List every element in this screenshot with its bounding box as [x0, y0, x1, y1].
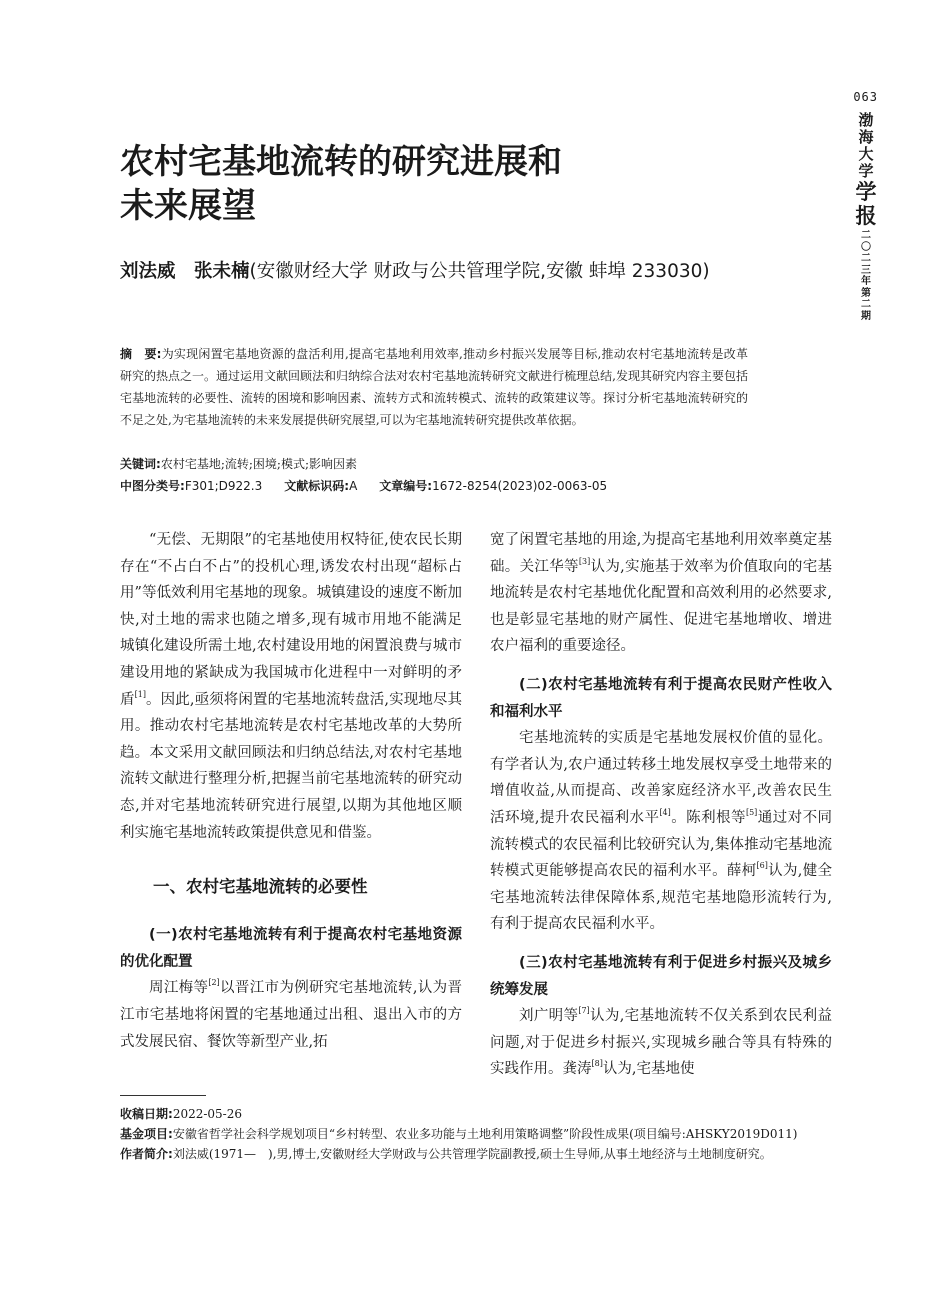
intro-text-1: “无偿、无期限”的宅基地使用权特征,使农民长期存在“不占白不占”的投机心理,诱发农村出现“超标占用”等低效利用宅基地的现象。城镇建设的速度不断加快,对土地的需求也随之增多,现有城市用地不能满足城镇化建设所需土地,农村建设用地的闲置浪费与城市建设用地的紧缺成为我国城市化进程中一对鲜明的矛盾	[120, 532, 462, 708]
fund-project	[120, 1124, 832, 1144]
abstract-label: 摘 要:	[120, 347, 162, 361]
received-date	[120, 1104, 832, 1124]
author-line	[120, 257, 770, 287]
paragraph-welfare	[490, 725, 832, 938]
doc-code-label: 文献标识码:	[284, 479, 350, 493]
p3-text-b: 。陈利根等	[670, 809, 746, 826]
paragraph-rural-revitalization	[490, 1003, 832, 1083]
p3-text-a: 宅基地流转的实质是宅基地发展权价值的显化。有学者认为,农户通过转移土地发展权享受土地带来的增值收益,从而提高、改善家庭经济水平,改善农民生活环境,提升农民福利水平	[490, 730, 832, 826]
body-column-left	[120, 527, 462, 1055]
keywords-text: 农村宅基地;流转;困境;模式;影响因素	[160, 457, 357, 471]
abstract-text: 为实现闲置宅基地资源的盘活利用,提高宅基地利用效率,推动乡村振兴发展等目标,推动农村宅基地流转是改革研究的热点之一。通过运用文献回顾法和归纳综合法对农村宅基地流转研究文献进行梳理总结,发现其研究内容主要包括宅基地流转的必要性、流转的困境和影响因素、流转方式和流转模式、流转的政策建议等。探讨分析宅基地流转研究的不足之处,为宅基地流转的未来发展提供研究展望,可以为宅基地流转研究提供改革依据。	[120, 347, 748, 427]
p2-text-b: 认为,实施基于效率为价值取向的宅基地流转是农村宅基地优化配置和高效利用的必然要求,也是彰显宅基地的财产属性、促进宅基地增收、增进农户福利的重要途径。	[490, 558, 833, 655]
citation-3[interactable]: [3]	[578, 556, 591, 566]
intro-paragraph	[120, 527, 462, 846]
title-line-1: 农村宅基地流转的研究进展和	[120, 142, 562, 182]
received-value: 2022-05-26	[172, 1107, 242, 1121]
title-line-2: 未来展望	[120, 186, 256, 226]
author-names: 刘法威 张未楠	[120, 261, 250, 282]
subsection-heading-2: (二)农村宅基地流转有利于提高农民财产性收入和福利水平	[490, 676, 832, 720]
p1-text-a: 周江梅等	[149, 980, 209, 997]
keywords	[120, 453, 748, 475]
p4-text-b: 认为,宅基地流转不仅关系到农民利益问题,对于促进乡村振兴,实现城乡融合等具有特殊的实践作用。龚涛	[490, 1008, 832, 1078]
p2-text-a: 关江华等	[519, 558, 579, 575]
paragraph-zhou	[120, 975, 462, 1055]
p3-text-c: 通过对不同流转模式的农民福利比较研究认为,集体推动宅基地流转模式更能够提高农民的福利水平。薛柯	[490, 809, 833, 880]
p1-continued-text: 宽了闲置宅基地的用途,为提高宅基地利用效率奠定基础。	[490, 532, 832, 575]
classification-line	[120, 475, 748, 497]
author-affiliation: (安徽财经大学 财政与公共管理学院,安徽 蚌埠 233030)	[249, 261, 710, 282]
p1-text-b: 以晋江市为例研究宅基地流转,认为晋江市宅基地将闲置的宅基地通过出租、退出入市的方式发展民宿、餐饮等新型产业,拓	[120, 980, 462, 1050]
author-bio-value: 刘法威(1971— ),男,博士,安徽财经大学财政与公共管理学院副教授,硕士生导师,从事土地经济与土地制度研究。	[172, 1147, 772, 1161]
article-number-label: 文章编号:	[379, 479, 433, 493]
journal-name-line2: 学报	[855, 180, 877, 228]
clc-value: F301;D922.3	[184, 479, 263, 493]
fund-label: 基金项目:	[120, 1127, 173, 1141]
paragraph-continued	[490, 527, 832, 660]
citation-7[interactable]: [7]	[578, 1006, 590, 1016]
body-column-right	[490, 527, 832, 1083]
footnotes	[120, 1104, 832, 1164]
citation-4[interactable]: [4]	[659, 807, 671, 817]
subsection-heading-3: (三)农村宅基地流转有利于促进乡村振兴及城乡统筹发展	[490, 954, 832, 998]
citation-2[interactable]: [2]	[208, 978, 220, 988]
clc-label: 中图分类号:	[120, 479, 185, 493]
citation-8[interactable]: [8]	[591, 1059, 603, 1069]
fund-value: 安徽省哲学社会科学规划项目“乡村转型、农业多功能与土地利用策略调整”阶段性成果(项目编号:AHSKY2019D011)	[172, 1127, 798, 1141]
intro-text-2: 。因此,亟须将闲置的宅基地流转盘活,实现地尽其用。推动农村宅基地流转是农村宅基地改革的大势所趋。本文采用文献回顾法和归纳总结法,对农村宅基地流转文献进行整理分析,把握当前宅基地流转的研究动态,并对宅基地流转研究进行展望,以期为其他地区顺利实施宅基地流转政策提供意见和借鉴。	[120, 691, 463, 841]
keywords-label: 关键词:	[120, 457, 161, 471]
page-number: 063	[853, 90, 878, 104]
abstract	[120, 343, 748, 431]
citation-6[interactable]: [6]	[756, 861, 768, 871]
p4-text-a: 刘广明等	[519, 1008, 579, 1025]
article-number-value: 1672-8254(2023)02-0063-05	[432, 479, 608, 493]
journal-name-line1: 渤海大学	[858, 111, 874, 180]
subsection-heading-1: (一)农村宅基地流转有利于提高农村宅基地资源的优化配置	[120, 927, 462, 970]
citation-5[interactable]: [5]	[745, 807, 758, 817]
doc-code-value: A	[349, 479, 358, 493]
citation-1[interactable]: [1]	[134, 689, 146, 699]
received-label: 收稿日期:	[120, 1107, 173, 1121]
p4-text-c: 认为,宅基地使	[602, 1061, 695, 1078]
section-heading-1: 一、农村宅基地流转的必要性	[153, 877, 368, 897]
p3-text-d: 认为,健全宅基地流转法律保障体系,规范宅基地隐形流转行为,有利于提高农民福利水平。	[490, 863, 833, 933]
author-bio-label: 作者简介:	[120, 1147, 173, 1161]
author-bio	[120, 1144, 832, 1164]
issue-label: 二〇二三年第二期	[861, 230, 871, 322]
article-title	[120, 140, 760, 228]
footnote-divider	[120, 1095, 206, 1096]
journal-name	[855, 112, 877, 228]
